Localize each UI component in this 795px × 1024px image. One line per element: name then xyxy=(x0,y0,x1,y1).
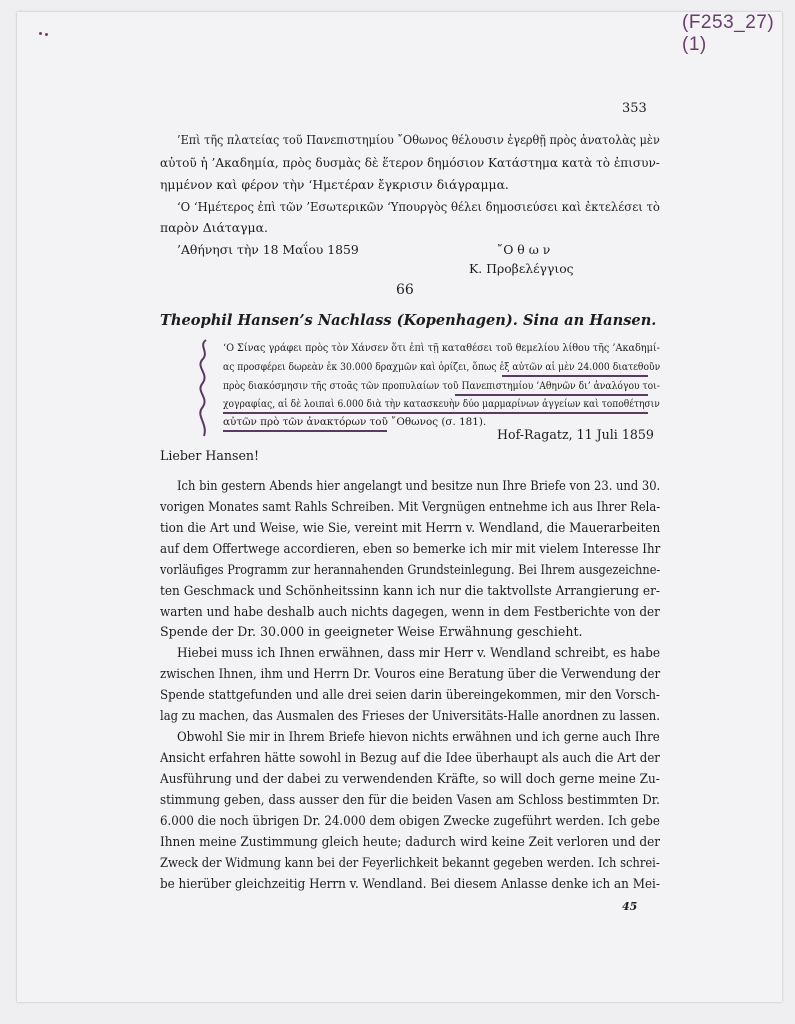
pencil-underline xyxy=(223,412,648,414)
letter-line: lag zu machen, das Ausmalen des Frieses der Universitäts-Halle anordnen zu lassen. xyxy=(160,708,660,723)
signature-mark: 45 xyxy=(622,900,638,913)
letter-line: Ausführung und der dabei zu verwendenden Kräfte, so will doch gerne meine Zu- xyxy=(160,771,660,786)
decree-line: ημμένον καὶ φέρον τὴν ‘Ημετέραν ἔγκρισιν διάγραμμα. xyxy=(160,177,509,192)
decree-signature-minister: Κ. Προβελέγγιος xyxy=(469,261,574,276)
letter-line: stimmung geben, dass ausser den für die beiden Vasen am Schloss bestimmten Dr. xyxy=(160,792,660,807)
letter-line: Ansicht erfahren hätte sowohl in Bezug auf die Idee überhaupt als auch die Art der xyxy=(160,750,660,765)
letter-place-date: Hof-Ragatz, 11 Juli 1859 xyxy=(497,427,654,442)
letter-line: Ich bin gestern Abends hier angelangt und besitze nun Ihre Briefe von 23. und 30. xyxy=(177,478,661,493)
letter-line: vorigen Monates samt Rahls Schreiben. Mit Vergnügen entnehme ich aus Ihrer Rela- xyxy=(160,499,661,514)
letter-line: 6.000 die noch übrigen Dr. 24.000 dem obigen Zwecke zugeführt werden. Ich gebe xyxy=(160,813,660,828)
document-title: Theophil Hansen’s Nachlass (Kopenhagen). Sina an Hansen. xyxy=(160,312,657,329)
margin-dots xyxy=(39,32,42,35)
letter-line: warten und habe deshalb auch nichts dagegen, wenn in dem Festberichte von der xyxy=(160,604,660,619)
letter-line: ten Geschmack und Schönheitssinn kann ich nur die taktvollste Arrangierung er- xyxy=(160,583,660,598)
letter-line: Hiebei muss ich Ihnen erwähnen, dass mir Herr v. Wendland schreibt, es habe xyxy=(177,645,661,660)
letter-line: Zweck der Widmung kann bei der Feyerlichkeit bekannt gegeben werden. Ich schrei- xyxy=(160,855,660,870)
page-number: 353 xyxy=(622,101,647,116)
decree-signature-king: ῎Ο θ ω ν xyxy=(497,242,551,257)
summary-line: αὐτῶν πρὸ τῶν ἀνακτόρων τοῦ ῎Οθωνος (σ. 181). xyxy=(223,416,487,428)
decree-line: ‘Ο ‘Ημέτερος ἐπὶ τῶν ’Εσωτερικῶν ‘Υπουργὸς θέλει δημοσιεύσει καὶ ἐκτελέσει τὸ xyxy=(177,199,660,214)
summary-line: ας προσφέρει δωρεὰν ἐκ 30.000 δραχμῶν καὶ ὁρίζει, ὅπως ἐξ αὐτῶν αἱ μὲν 24.000 διατεθοῦν xyxy=(223,361,661,373)
letter-line: Ihnen meine Zustimmung gleich heute; dadurch wird keine Zeit verloren und der xyxy=(160,834,661,849)
pencil-underline xyxy=(455,394,648,396)
letter-salutation: Lieber Hansen! xyxy=(160,448,260,463)
letter-line: auf dem Offertwege accordieren, eben so bemerke ich mir mit vielem Interesse Ihr xyxy=(160,541,661,556)
letter-line: tion die Art und Weise, wie Sie, vereint mit Herrn v. Wendland, die Mauerarbeiten xyxy=(160,520,661,535)
handwritten-archive-note: (F253_27)(1) xyxy=(682,12,775,55)
letter-line: vorläufiges Programm zur herannahenden Grundsteinlegung. Bei Ihrem ausgezeichne- xyxy=(160,562,661,577)
summary-line: χογραφίας, αἱ δὲ λοιπαὶ 6.000 διὰ τὴν κατασκευὴν δύο μαρμαρίνων ἀγγείων καὶ τοποθέτησιν xyxy=(223,398,660,410)
margin-dots xyxy=(45,33,48,36)
letter-line: Spende der Dr. 30.000 in geeigneter Weise Erwähnung geschieht. xyxy=(160,624,583,639)
pencil-underline xyxy=(502,375,648,377)
decree-line: ’Επὶ τῆς πλατείας τοῦ Πανεπιστημίου ῎Οθωνος θέλουσιν ἐγερθῇ πρὸς ἀνατολὰς μὲν xyxy=(177,132,660,147)
document-number: 66 xyxy=(396,282,414,298)
summary-line: πρὸς διακόσμησιν τῆς στοᾶς τῶν προπυλαίων τοῦ Πανεπιστημίου ’Αθηνῶν δι’ ἀναλόγου τοι- xyxy=(223,380,660,392)
summary-line: ‘Ο Σίνας γράφει πρὸς τὸν Χάνσεν ὅτι ἐπὶ τῇ καταθέσει τοῦ θεμελίου λίθου τῆς ’Ακαδημί- xyxy=(223,342,660,354)
decree-line: αὐτοῦ ἡ ’Ακαδημία, πρὸς δυσμὰς δὲ ἕτερον δημόσιον Κατάστημα κατὰ τὸ ἐπισυν- xyxy=(160,155,660,170)
pencil-bracket-mark xyxy=(194,338,216,438)
decree-place-date: ’Αθήνησι τὴν 18 Μαΐου 1859 xyxy=(177,242,359,257)
letter-line: Spende stattgefunden und alle drei seien darin übereingekommen, mir den Vorsch- xyxy=(160,687,660,702)
letter-line: Obwohl Sie mir in Ihrem Briefe hievon nichts erwähnen und ich gerne auch Ihre xyxy=(177,729,660,744)
pencil-underline xyxy=(223,430,387,432)
decree-line: παρὸν Διάταγμα. xyxy=(160,220,268,235)
letter-line: be hierüber gleichzeitig Herrn v. Wendland. Bei diesem Anlasse denke ich an Mei- xyxy=(160,876,660,891)
letter-line: zwischen Ihnen, ihm und Herrn Dr. Vouros eine Beratung über die Verwendung der xyxy=(160,666,661,681)
